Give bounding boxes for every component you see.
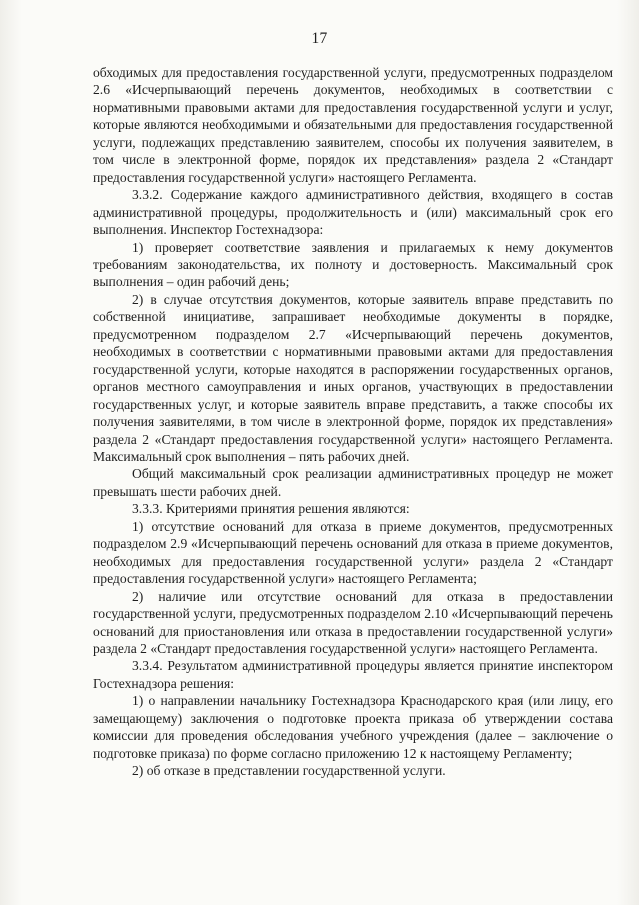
body-text bbox=[93, 64, 613, 780]
paragraph-3-3-3-item-1: 1) отсутствие оснований для отказа в приеме документов, предусмотренных подразделом 2.9 «Исчерпывающий перечень оснований для отказа в приеме документов, необходимых для предоставления государственной услуги» раздела 2 «Стандарт предоставления государственной услуги» настоящего Регламента; bbox=[93, 518, 613, 587]
paragraph-3-3-2: 3.3.2. Содержание каждого административного действия, входящего в состав административной процедуры, продолжительность и (или) максимальный срок его выполнения. Инспектор Гостехнадзора: bbox=[93, 187, 613, 238]
paragraph-3-3-3-item-2: 2) наличие или отсутствие оснований для отказа в предоставлении государственной услуги, предусмотренных подразделом 2.10 «Исчерпывающий перечень оснований для приостановления или отказа в предоставлении государственной услуги» раздела 2 «Стандарт предоставления государственной услуги» настоящего Регламента. bbox=[93, 588, 613, 656]
paragraph-3-3-4-item-2: 2) об отказе в представлении государственной услуги. bbox=[132, 763, 446, 779]
paragraph-3-3-2-item-1: 1) проверяет соответствие заявления и прилагаемых к нему документов требованиям законодательства, их полноту и достоверность. Максимальный срок выполнения – один рабочий день; bbox=[93, 239, 613, 290]
paragraph-3-3-4: 3.3.4. Результатом административной процедуры является принятие инспектором Гостехнадзора решения: bbox=[93, 658, 613, 691]
paragraph-total-term: Общий максимальный срок реализации административных процедур не может превышать шести рабочих дней. bbox=[93, 466, 613, 499]
paragraph-continuation: обходимых для предоставления государственной услуги, предусмотренных подразделом 2.6 «Исчерпывающий перечень документов, необходимых в соответствии с нормативными правовыми актами для предоставления государственной услуги и услуг, которые являются необходимыми и обязательными для предоставления государственной услуги, подлежащих представлению заявителем, способы их получения заявителем, в том числе в электронной форме, порядок их представления» раздела 2 «Стандарт предоставления государственной услуги» настоящего Регламента. bbox=[93, 65, 613, 185]
paragraph-3-3-4-item-1: 1) о направлении начальнику Гостехнадзора Краснодарского края (или лицу, его замещающему) заключения о подготовке проекта приказа об утверждении состава комиссии для проведения обследования учебного учреждения (далее – заключение о подготовке приказа) по форме согласно приложению 12 к настоящему Регламенту; bbox=[93, 693, 613, 761]
page-number: 17 bbox=[311, 30, 328, 47]
paragraph-3-3-3: 3.3.3. Критериями принятия решения являются: bbox=[132, 501, 410, 517]
paragraph-3-3-2-item-2: 2) в случае отсутствия документов, которые заявитель вправе представить по собственной инициативе, запрашивает необходимые документы в порядке, предусмотренном подразделом 2.7 «Исчерпывающий перечень документов, необходимых в соответствии с нормативными правовыми актами для предоставления государственной услуги, которые находятся в распоряжении государственных органов, органов местного самоуправления и иных органов, участвующих в предоставлении государственных услуг, и которые заявитель вправе представить, а также способы их получения заявителями, в том числе в электронной форме, порядок их представления» раздела 2 «Стандарт предоставления государственной услуги» настоящего Регламента. Максимальный срок выполнения – пять рабочих дней. bbox=[93, 291, 613, 464]
